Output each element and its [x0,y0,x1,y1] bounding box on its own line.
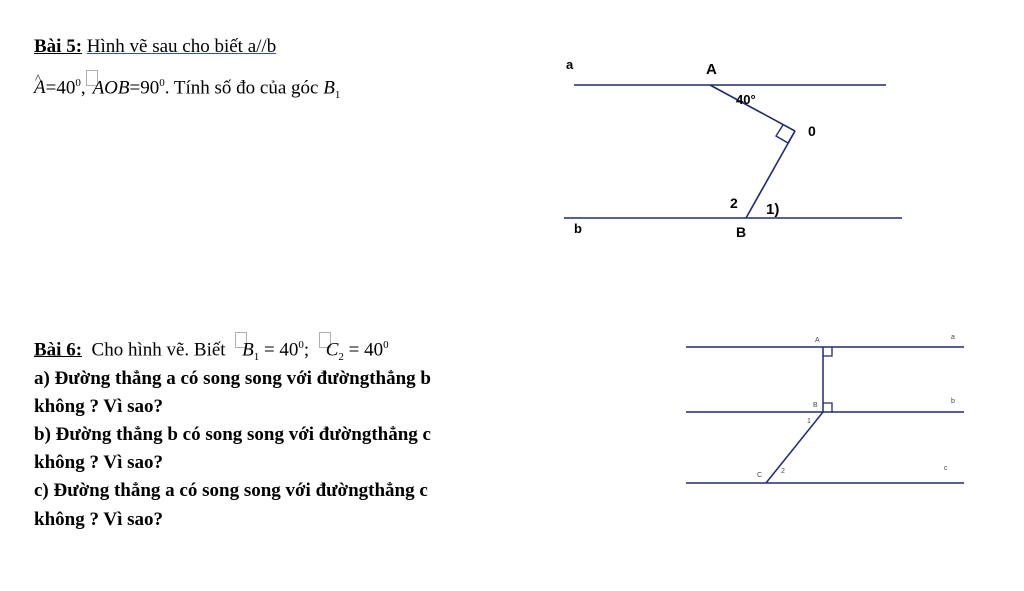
bai6-question-b-line2: không ? Vì sao? [34,452,164,473]
angle-b-symbol: B [323,77,335,99]
bai5-intro: Hình vẽ sau cho biết a//b [86,36,277,57]
label-point-b: B [736,224,747,240]
angle-c2-subscript: 2 [338,351,344,364]
angle-a-value: =40 [45,77,76,99]
bai6-question-b-line1: b) Đường thẳng b có song song với đườngthẳng c [34,424,431,445]
bai5-figure [550,45,920,255]
bai6-question-c-line2: không ? Vì sao? [34,509,164,530]
label-angle-a: 40° [736,92,756,107]
label-point-o: 0 [808,123,816,139]
question-text: . Tính số đo của góc [164,77,319,99]
bai6-question-c-line1: c) Đường thẳng a có song song với đườngthẳng c [34,480,428,501]
degree-mark-b1: 0 [298,339,304,351]
segment-bc [766,412,823,483]
degree-mark-2: 0 [159,77,165,89]
bai5-heading: Bài 5: [34,36,83,57]
angle-c2-symbol: C [325,339,339,361]
label-point-a: A [815,337,820,344]
label-angle-2: 2 [781,468,785,475]
bai5-line2 [34,70,340,108]
label-point-b: B [813,402,818,409]
label-line-c: c [944,465,948,472]
label-line-b: b [574,221,582,236]
degree-mark: 0 [75,77,81,89]
label-line-b: b [951,398,955,405]
label-angle-b1: 1) [766,201,780,218]
right-angle-mark-b [823,403,832,412]
right-angle-mark-o [776,125,795,143]
bai6-heading: Bài 6: [34,339,83,361]
label-line-a: a [951,334,955,341]
angle-a-symbol: ^ A [34,75,46,101]
separator: , [80,77,86,99]
bai5-line1 [34,34,276,60]
angle-b1-subscript: 1 [253,351,260,364]
bai6-question-a-line1: a) Đường thẳng a có song song với đườngthẳng b [34,368,431,389]
bai6-line1 [34,332,389,370]
bai6-question-a-line2: không ? Vì sao? [34,396,164,417]
right-angle-mark-a [823,347,832,356]
label-point-a: A [706,61,717,78]
angle-b-subscript: 1 [334,89,341,102]
angle-c2-value: = 40 [348,339,384,361]
angle-aob-value: =90 [129,77,160,99]
angle-b1-value: = 40 [263,339,299,361]
label-angle-1: 1 [807,418,811,425]
bai6-figure [680,330,980,500]
bai6-intro: Cho hình vẽ. Biết [91,339,226,361]
label-angle-b2: 2 [730,195,738,211]
degree-mark-c2: 0 [383,339,389,351]
label-line-a: a [566,57,574,72]
semicolon: ; [303,339,310,361]
angle-aob-symbol: AOB [92,77,130,99]
label-point-c: C [757,472,763,479]
angle-b1-symbol: B [242,339,254,361]
